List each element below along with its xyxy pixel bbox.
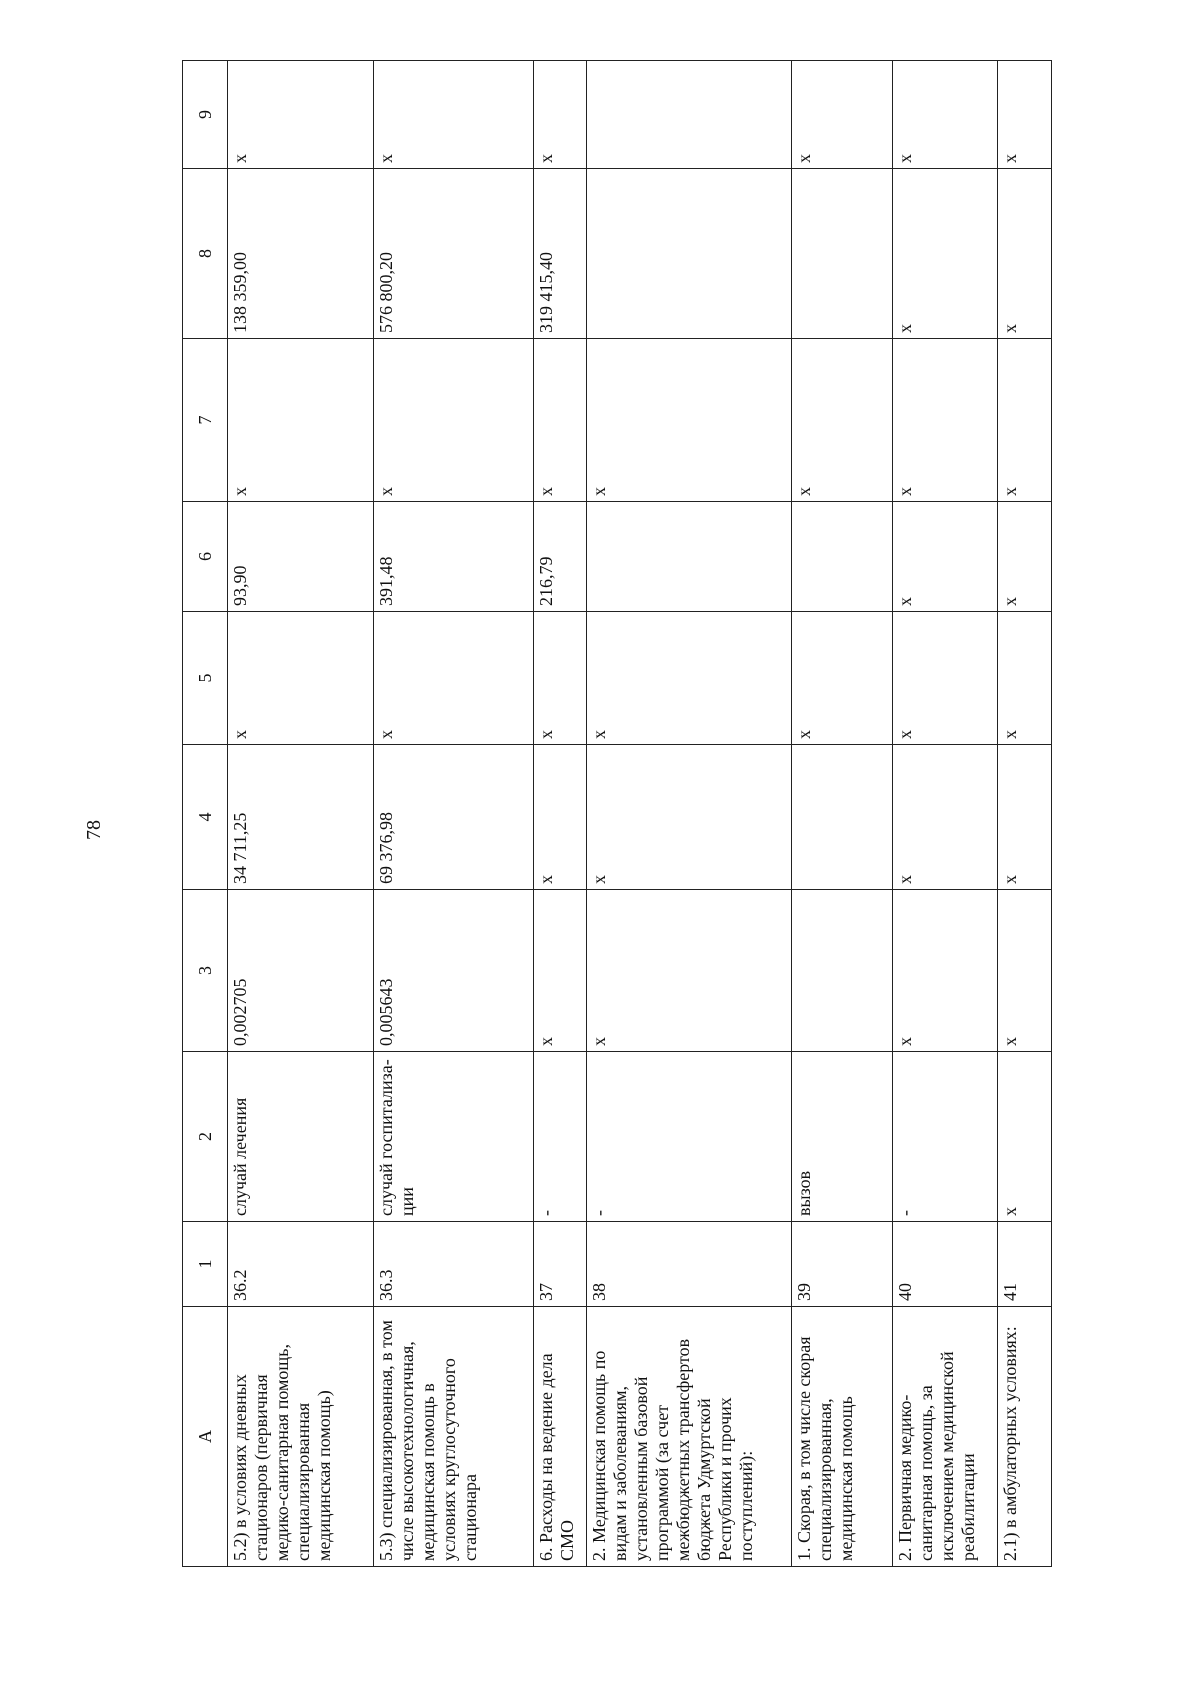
value-cell: х — [998, 61, 1052, 169]
value-cell: х — [791, 339, 892, 502]
unit-cell: - — [533, 1052, 587, 1222]
value-cell: х — [998, 339, 1052, 502]
value-cell: 319 415,40 — [533, 169, 587, 339]
value-cell: 138 359,00 — [228, 169, 374, 339]
value-cell: 216,79 — [533, 502, 587, 612]
line-number: 37 — [533, 1222, 587, 1307]
table-row — [892, 61, 997, 1567]
header-cell: 3 — [183, 890, 228, 1052]
unit-cell: случай лечения — [228, 1052, 374, 1222]
value-cell: 576 800,20 — [374, 169, 533, 339]
header-cell: 8 — [183, 169, 228, 339]
value-cell: х — [587, 745, 791, 890]
row-name: 5.2) в условиях дневных стационаров (первичная медико-санитарная помощь, специализированная медицинская помощь) — [228, 1307, 374, 1567]
row-name: 2. Первичная медико-санитарная помощь, за исключением медицинской реабилитации — [892, 1307, 997, 1567]
value-cell: 34 711,25 — [228, 745, 374, 890]
unit-cell: случай госпитализа-ции — [374, 1052, 533, 1222]
value-cell: х — [228, 612, 374, 745]
value-cell — [791, 890, 892, 1052]
header-cell: 4 — [183, 745, 228, 890]
row-name: 2. Медицинская помощь по видам и заболеваниям, установленным базовой программой (за счет межбюджетных трансфертов бюджета Удмуртской Республики и прочих поступлений): — [587, 1307, 791, 1567]
value-cell: х — [374, 612, 533, 745]
header-cell: 1 — [183, 1222, 228, 1307]
value-cell — [587, 61, 791, 169]
value-cell: х — [587, 890, 791, 1052]
value-cell: х — [228, 61, 374, 169]
row-name: 6. Расходы на ведение дела СМО — [533, 1307, 587, 1567]
value-cell: х — [791, 612, 892, 745]
value-cell — [587, 502, 791, 612]
value-cell — [791, 169, 892, 339]
value-cell: х — [998, 745, 1052, 890]
page-number: 78 — [83, 820, 105, 840]
unit-cell: - — [892, 1052, 997, 1222]
value-cell — [791, 745, 892, 890]
unit-cell: вызов — [791, 1052, 892, 1222]
value-cell: х — [533, 745, 587, 890]
header-cell: 9 — [183, 61, 228, 169]
line-number: 38 — [587, 1222, 791, 1307]
value-cell: 0,005643 — [374, 890, 533, 1052]
table-row — [374, 61, 533, 1567]
value-cell: х — [892, 61, 997, 169]
value-cell: х — [228, 339, 374, 502]
value-cell: х — [587, 612, 791, 745]
value-cell: х — [533, 339, 587, 502]
value-cell: х — [998, 169, 1052, 339]
value-cell — [587, 169, 791, 339]
value-cell: 69 376,98 — [374, 745, 533, 890]
value-cell: х — [374, 339, 533, 502]
header-row — [183, 61, 228, 1567]
row-name: 1. Скорая, в том числе скорая специализированная, медицинская помощь — [791, 1307, 892, 1567]
row-name: 2.1) в амбулаторных условиях: — [998, 1307, 1052, 1567]
header-cell: 7 — [183, 339, 228, 502]
table-row — [533, 61, 587, 1567]
value-cell: х — [533, 890, 587, 1052]
rotated-table-container — [182, 61, 1052, 1567]
value-cell: 391,48 — [374, 502, 533, 612]
value-cell: х — [892, 502, 997, 612]
value-cell: х — [998, 890, 1052, 1052]
line-number: 39 — [791, 1222, 892, 1307]
value-cell: х — [374, 61, 533, 169]
financing-table — [182, 60, 1052, 1567]
table-row — [791, 61, 892, 1567]
unit-cell: х — [998, 1052, 1052, 1222]
value-cell — [791, 502, 892, 612]
value-cell: х — [998, 502, 1052, 612]
unit-cell: - — [587, 1052, 791, 1222]
value-cell: х — [998, 612, 1052, 745]
value-cell: х — [791, 61, 892, 169]
value-cell: х — [533, 61, 587, 169]
value-cell: х — [892, 339, 997, 502]
table-row — [998, 61, 1052, 1567]
value-cell: х — [892, 890, 997, 1052]
value-cell: х — [533, 612, 587, 745]
line-number: 36.3 — [374, 1222, 533, 1307]
header-cell: 2 — [183, 1052, 228, 1222]
table-row — [587, 61, 791, 1567]
value-cell: х — [587, 339, 791, 502]
row-name: 5.3) специализированная, в том числе высокотехнологичная, медицинская помощь в условиях круглосуточного стационара — [374, 1307, 533, 1567]
line-number: 40 — [892, 1222, 997, 1307]
line-number: 41 — [998, 1222, 1052, 1307]
value-cell: х — [892, 169, 997, 339]
value-cell: х — [892, 745, 997, 890]
value-cell: 0,002705 — [228, 890, 374, 1052]
header-cell: 6 — [183, 502, 228, 612]
table-row — [228, 61, 374, 1567]
line-number: 36.2 — [228, 1222, 374, 1307]
value-cell: х — [892, 612, 997, 745]
header-cell: А — [183, 1307, 228, 1567]
value-cell: 93,90 — [228, 502, 374, 612]
header-cell: 5 — [183, 612, 228, 745]
